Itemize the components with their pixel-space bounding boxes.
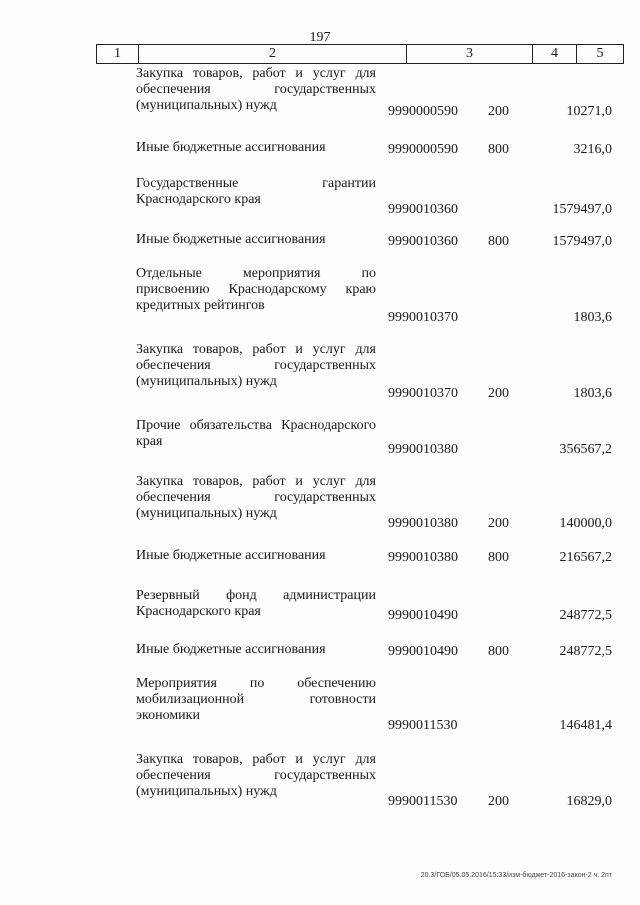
row-code: 9990011530	[388, 794, 458, 809]
header-col-2: 2	[139, 45, 407, 63]
table-row	[0, 752, 640, 810]
header-col-3: 3	[407, 45, 533, 63]
page-number: 197	[309, 30, 331, 45]
row-description: Мероприятия по обеспечению мобилизационной готовности экономики	[136, 676, 376, 723]
row-description: Резервный фонд администрации Краснодарского края	[136, 588, 376, 619]
row-amount: 3216,0	[573, 142, 612, 157]
row-code: 9990010380	[388, 550, 458, 565]
header-col-5: 5	[596, 46, 604, 61]
row-amount: 356567,2	[559, 442, 612, 457]
row-code: 9990011530	[388, 718, 458, 733]
header-col-1: 1	[97, 45, 139, 63]
row-code: 9990010360	[388, 234, 458, 249]
row-code: 9990010370	[388, 310, 458, 325]
row-amount: 1803,6	[573, 386, 612, 401]
row-description: Закупка товаров, работ и услуг для обеспечения государственных (муниципальных) нужд	[136, 66, 376, 113]
row-type: 800	[488, 644, 509, 659]
row-description: Иные бюджетные ассигнования	[136, 642, 326, 657]
table-row	[0, 66, 640, 120]
row-description: Закупка товаров, работ и услуг для обеспечения государственных (муниципальных) нужд	[136, 474, 376, 521]
row-amount: 146481,4	[559, 718, 612, 733]
row-code: 9990010380	[388, 442, 458, 457]
row-description: Закупка товаров, работ и услуг для обеспечения государственных (муниципальных) нужд	[136, 752, 376, 799]
table-row	[0, 342, 640, 402]
row-description: Иные бюджетные ассигнования	[136, 548, 326, 563]
row-description: Иные бюджетные ассигнования	[136, 232, 326, 247]
row-description: Государственные гарантии Краснодарского края	[136, 176, 376, 207]
row-amount: 1579497,0	[552, 202, 612, 217]
row-description: Отдельные мероприятия по присвоению Краснодарскому краю кредитных рейтингов	[136, 266, 376, 313]
row-type: 200	[488, 516, 509, 531]
document-footer: 20.3/ГОБ/05.05.2016/15:33/изм-бюджет-2016-закон-2 ч. 2пт	[420, 872, 612, 879]
row-code: 9990000590	[388, 104, 458, 119]
header-col-4: 4	[533, 45, 577, 63]
row-amount: 140000,0	[559, 516, 612, 531]
row-code: 9990010490	[388, 644, 458, 659]
table-row	[0, 676, 640, 734]
row-type: 800	[488, 142, 509, 157]
row-amount: 16829,0	[566, 794, 612, 809]
table-row	[0, 474, 640, 532]
table-row	[0, 548, 640, 566]
row-amount: 1803,6	[573, 310, 612, 325]
row-code: 9990010380	[388, 516, 458, 531]
table-header	[96, 44, 624, 64]
row-type: 800	[488, 234, 509, 249]
table-row	[0, 588, 640, 624]
table-row	[0, 418, 640, 458]
table-row	[0, 176, 640, 218]
row-amount: 216567,2	[559, 550, 612, 565]
row-type: 200	[488, 104, 509, 119]
row-code: 9990010360	[388, 202, 458, 217]
row-type: 200	[488, 386, 509, 401]
row-type: 800	[488, 550, 509, 565]
row-type: 200	[488, 794, 509, 809]
table-row	[0, 232, 640, 250]
table-row	[0, 140, 640, 158]
row-description: Иные бюджетные ассигнования	[136, 140, 326, 155]
row-amount: 248772,5	[559, 644, 612, 659]
row-code: 9990010370	[388, 386, 458, 401]
row-code: 9990010490	[388, 608, 458, 623]
table-row	[0, 266, 640, 326]
row-amount: 1579497,0	[552, 234, 612, 249]
row-code: 9990000590	[388, 142, 458, 157]
table-row	[0, 642, 640, 660]
row-amount: 10271,0	[566, 104, 612, 119]
row-description: Прочие обязательства Краснодарского края	[136, 418, 376, 449]
row-amount: 248772,5	[559, 608, 612, 623]
row-description: Закупка товаров, работ и услуг для обеспечения государственных (муниципальных) нужд	[136, 342, 376, 389]
